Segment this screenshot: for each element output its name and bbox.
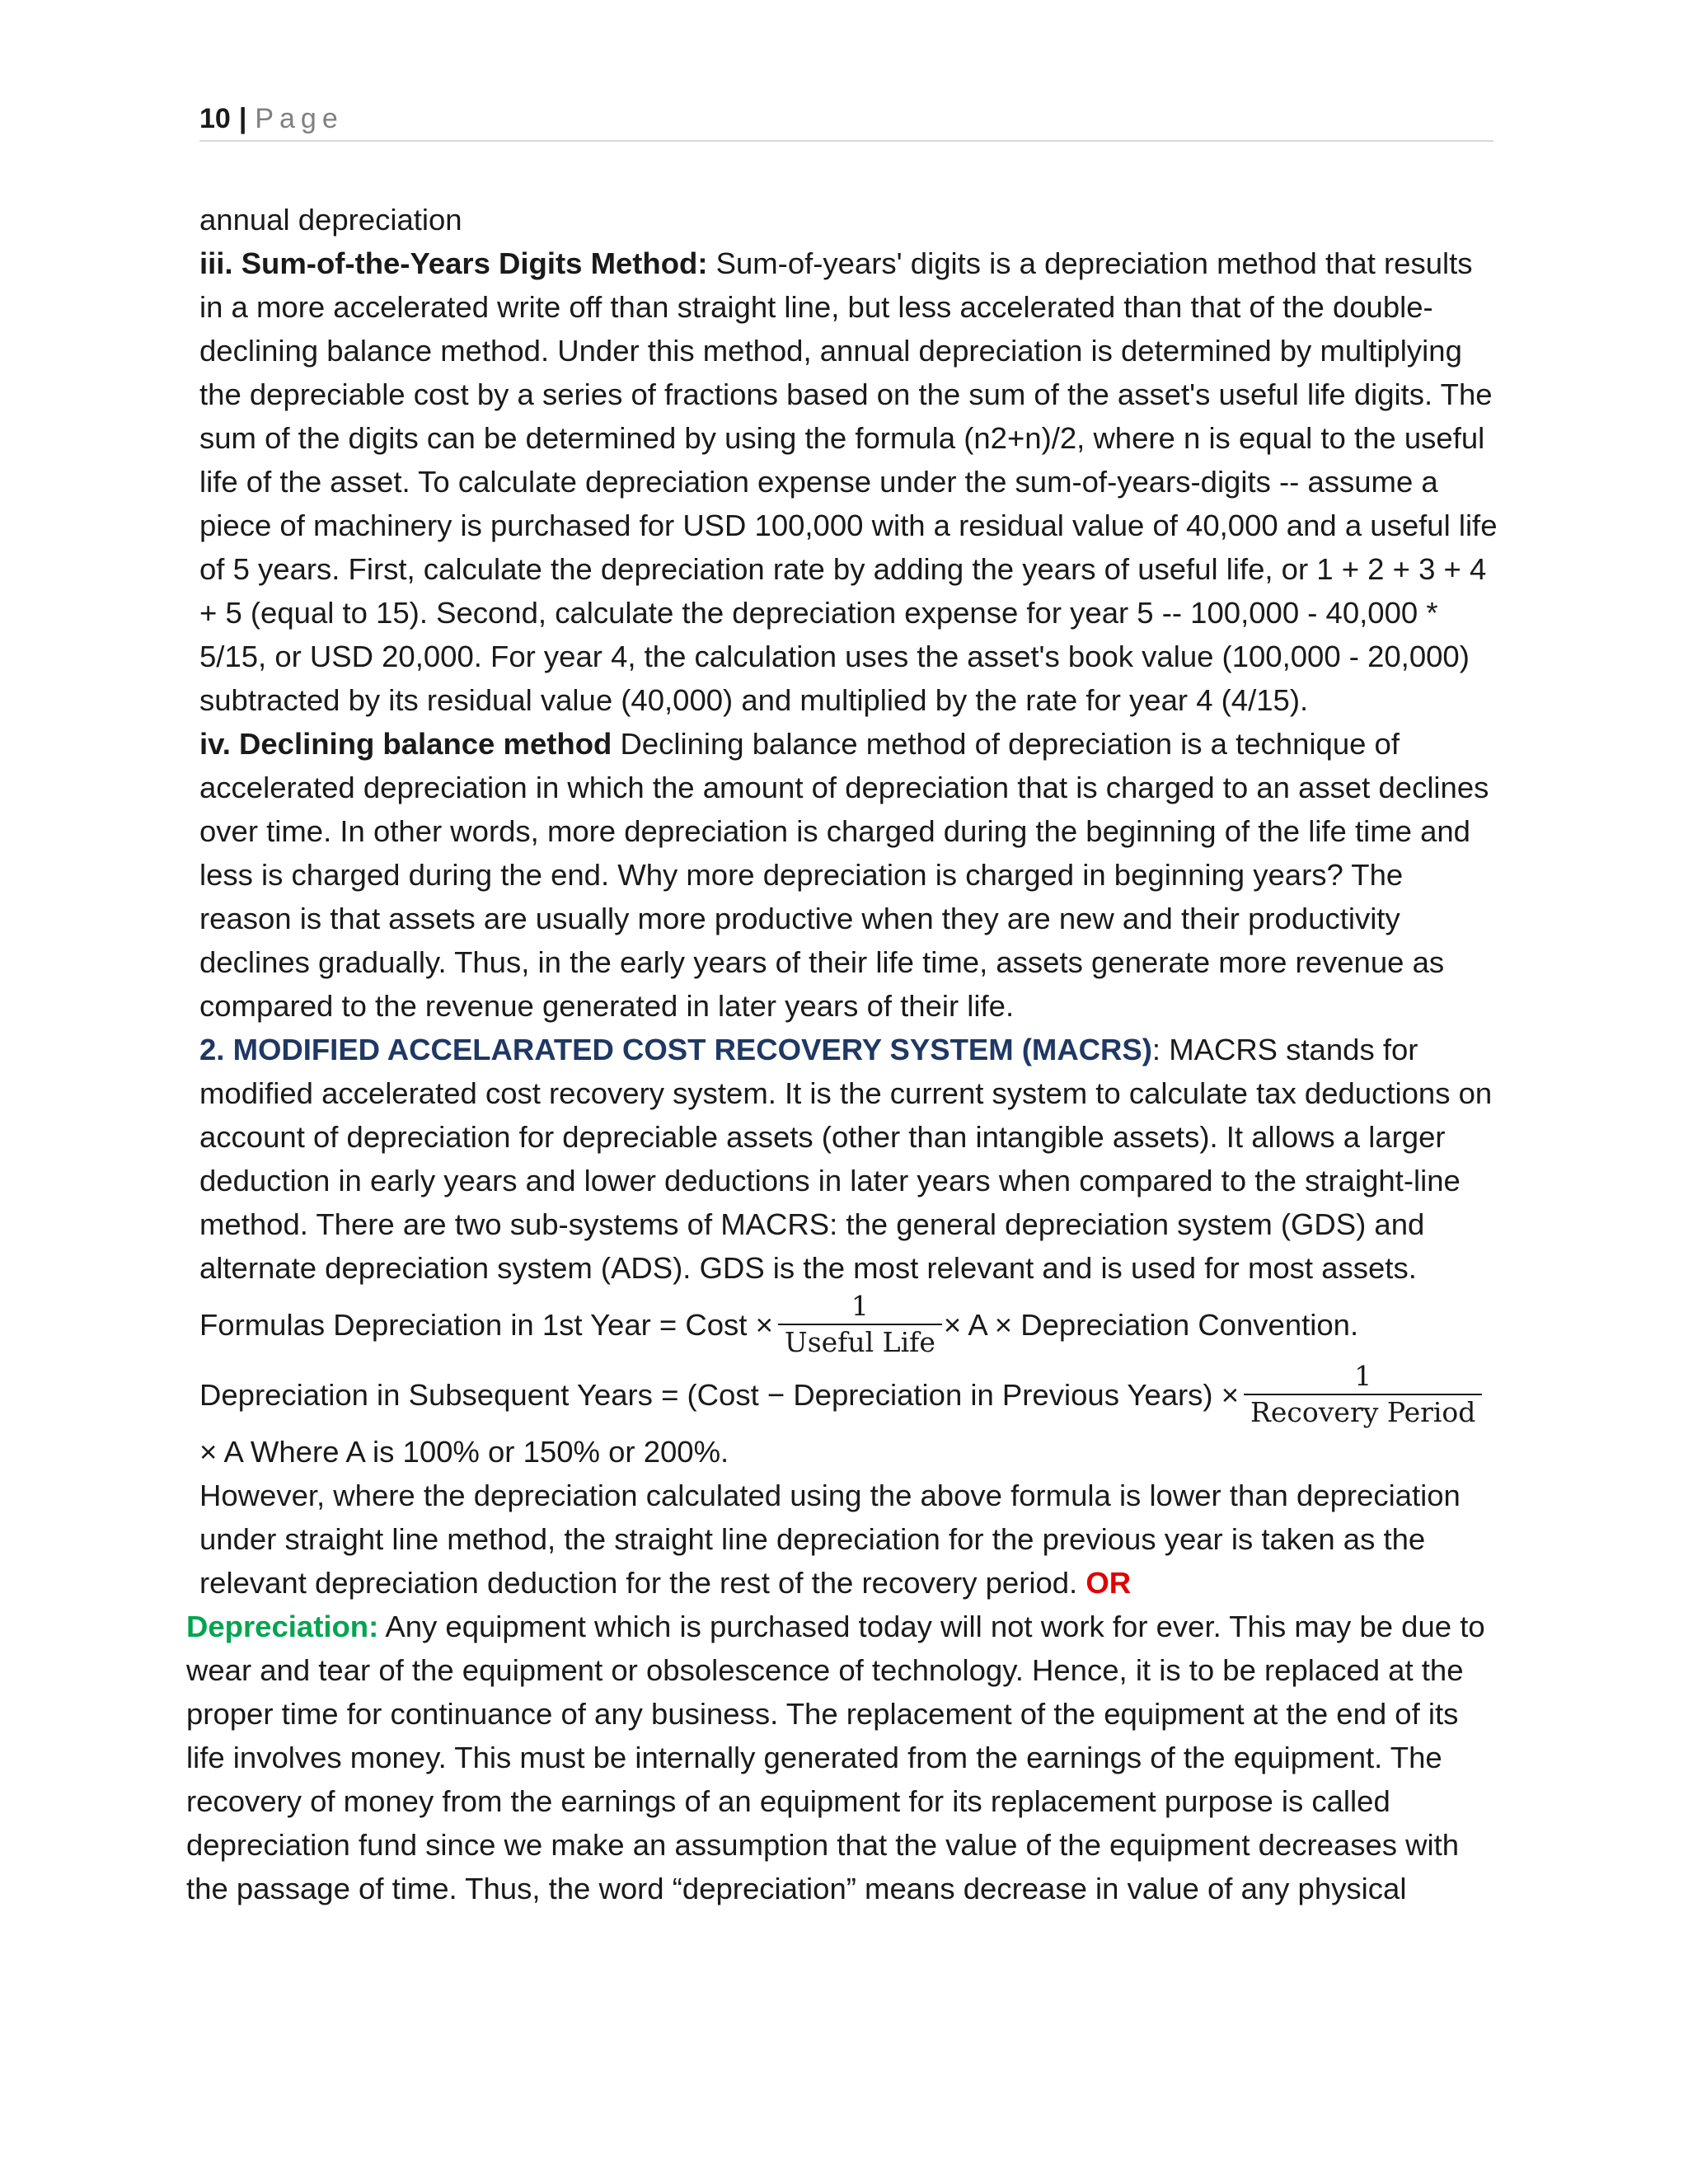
fraction-recovery-period: [1247, 1361, 1479, 1428]
section-heading-macrs: 2. MODIFIED ACCELARATED COST RECOVERY SYSTEM (MACRS): [199, 1033, 1152, 1066]
formula-first-year-suffix: × A × Depreciation Convention.: [943, 1307, 1359, 1342]
macrs-colon: :: [1151, 1033, 1161, 1066]
however-text: However, where the depreciation calculated using the above formula is lower than depreciation under straight line method, the straight line depreciation for the previous year is taken as the relevant depreciation deduction for the rest of the recovery period.: [199, 1479, 1461, 1600]
section-declining-balance: [199, 722, 1502, 1028]
formula-subsequent-prefix: Depreciation in Subsequent Years = (Cost − Depreciation in Previous Years) ×: [199, 1377, 1240, 1412]
paragraph-however: [199, 1474, 1502, 1605]
or-label: OR: [1085, 1566, 1132, 1600]
document-body: [186, 198, 1502, 1910]
fraction-numerator: 1: [778, 1291, 942, 1325]
section-heading-sum-of-years: iii. Sum-of-the-Years Digits Method:: [199, 246, 708, 280]
formula-note: × A Where A is 100% or 150% or 200%.: [199, 1435, 729, 1469]
page-number: 10: [199, 103, 231, 134]
page-header: [199, 99, 1493, 142]
section-text-sum-of-years: Sum-of-years' digits is a depreciation method that results in a more accelerated write off than straight line, but less accelerated than that of the double-declining balance method. Under this method, annual depreciation is determined by multiplying the depreciable cost by a series of fractions based on the sum of the asset's useful life digits. The sum of the digits can be determined by using the formula (n2+n)/2, where n is equal to the useful life of the asset. To calculate depreciation expense under the sum-of-years-digits -- assume a piece of machinery is purchased for USD 100,000 with a residual value of 40,000 and a useful life of 5 years. First, calculate the depreciation rate by adding the years of useful life, or 1 + 2 + 3 + 4 + 5 (equal to 15). Second, calculate the depreciation expense for year 5 -- 100,000 - 40,000 * 5/15, or USD 20,000. For year 4, the calculation uses the asset's book value (100,000 - 20,000) subtracted by its residual value (40,000) and multiplied by the rate for year 4 (4/15).: [199, 246, 1498, 717]
section-depreciation: [186, 1605, 1502, 1910]
fraction-denominator: Recovery Period: [1250, 1396, 1476, 1428]
fraction-numerator: 1: [1244, 1361, 1482, 1395]
header-separator: |: [238, 103, 247, 134]
section-text-depreciation: Any equipment which is purchased today will not work for ever. This may be due to wear and tear of the equipment or obsolescence of technology. Hence, it is to be replaced at the proper time for continuance of any business. The replacement of the equipment at the end of its life involves money. This must be internally generated from the earnings of the equipment. The recovery of money from the earnings of an equipment for its replacement purpose is called depreciation fund since we make an assumption that the value of the equipment decreases with the passage of time. Thus, the word “depreciation” means decrease in value of any physical: [186, 1610, 1485, 1905]
fraction-denominator: Useful Life: [784, 1326, 935, 1358]
formula-first-year: [199, 1290, 1502, 1359]
section-macrs: [199, 1028, 1502, 1290]
section-heading-depreciation: Depreciation:: [186, 1610, 379, 1643]
formula-subsequent-years: [199, 1359, 1502, 1430]
section-heading-declining-balance: iv. Declining balance method: [199, 727, 612, 761]
fraction-useful-life: [781, 1291, 939, 1358]
paragraph-annual-depreciation: annual depreciation: [199, 203, 462, 237]
page-label: Page: [255, 103, 344, 134]
formula-first-year-prefix: Formulas Depreciation in 1st Year = Cost ×: [199, 1307, 773, 1342]
section-text-macrs: MACRS stands for modified accelerated cost recovery system. It is the current system to calculate tax deductions on account of depreciation for depreciable assets (other than intangible assets). It allows a larger deduction in early years and lower deductions in later years when compared to the straight-line method. There are two sub-systems of MACRS: the general depreciation system (GDS) and alternate depreciation system (ADS). GDS is the most relevant and is used for most assets.: [199, 1033, 1493, 1285]
section-sum-of-years-digits: [199, 241, 1502, 722]
section-text-declining-balance: Declining balance method of depreciation is a technique of accelerated depreciation in which the amount of depreciation that is charged to an asset declines over time. In other words, more depreciation is charged during the beginning of the life time and less is charged during the end. Why more depreciation is charged in beginning years? The reason is that assets are usually more productive when they are new and their productivity declines gradually. Thus, in the early years of their life time, assets generate more revenue as compared to the revenue generated in later years of their life.: [199, 727, 1489, 1023]
